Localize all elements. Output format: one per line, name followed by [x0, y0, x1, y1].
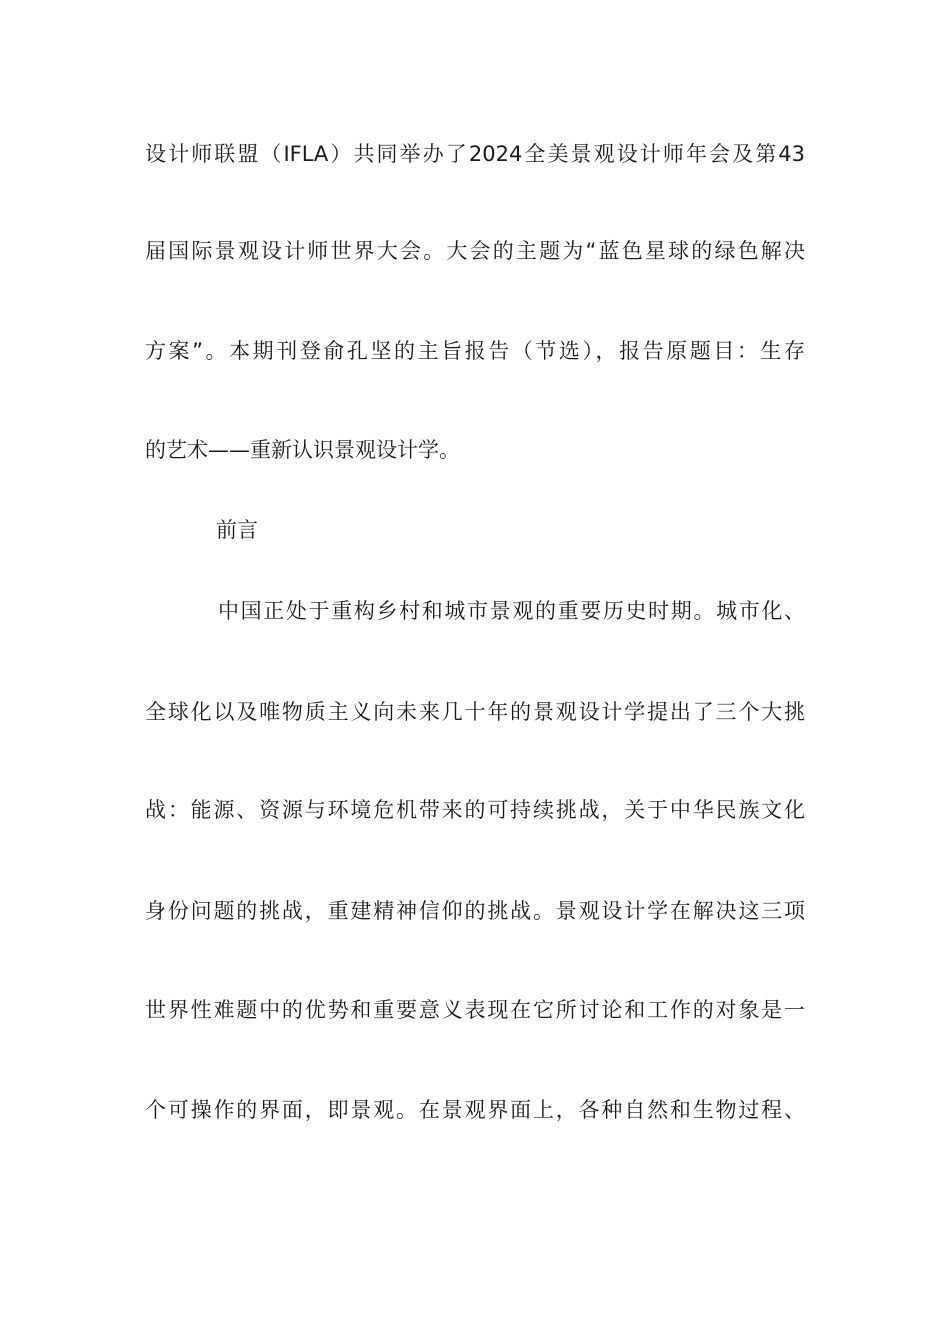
body-line-1: 中国正处于重构乡村和城市景观的重要历史时期。城市化、 [218, 599, 805, 623]
intro-line-1: 设计师联盟（IFLA）共同举办了2024全美景观设计师年会及第43 [145, 142, 805, 166]
body-line-2: 全球化以及唯物质主义向未来几十年的景观设计学提出了三个大挑 [145, 700, 805, 724]
body-line-5: 世界性难题中的优势和重要意义表现在它所讨论和工作的对象是一 [145, 998, 805, 1022]
body-line-4: 身份问题的挑战，重建精神信仰的挑战。景观设计学在解决这三项 [145, 899, 805, 923]
intro-line-4: 的艺术——重新认识景观设计学。 [145, 438, 460, 462]
intro-line-2: 届国际景观设计师世界大会。大会的主题为“蓝色星球的绿色解决 [145, 239, 805, 263]
intro-line-3: 方案”。本期刊登俞孔坚的主旨报告（节选），报告原题目：生存 [145, 339, 805, 363]
body-line-3: 战：能源、资源与环境危机带来的可持续挑战，关于中华民族文化 [145, 798, 805, 822]
section-heading: 前言 [216, 518, 258, 542]
body-line-6: 个可操作的界面，即景观。在景观界面上，各种自然和生物过程、 [145, 1098, 805, 1122]
